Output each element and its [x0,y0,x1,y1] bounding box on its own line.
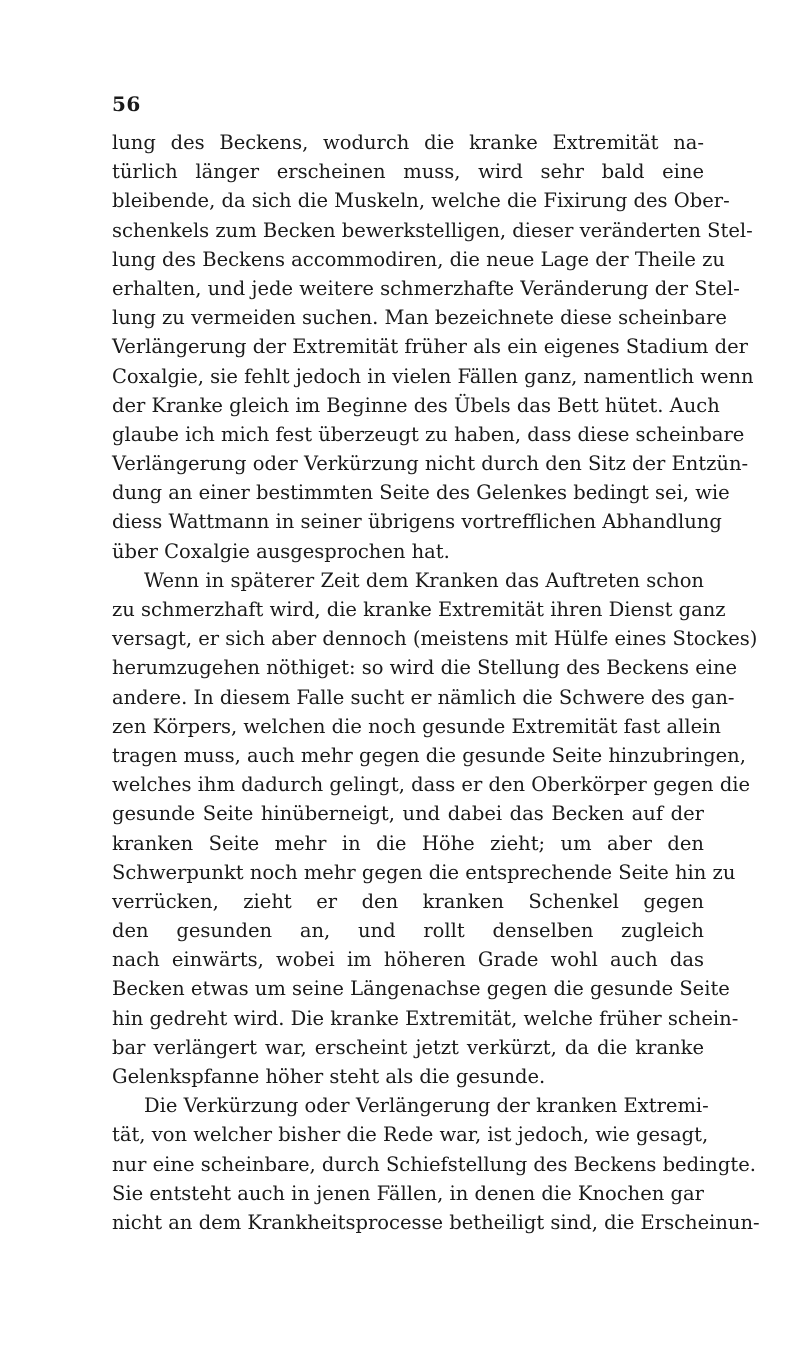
text-line: erhalten, und jede weitere schmerzhafte Veränderung der Stel- [112,276,740,300]
text-line: gesunde Seite hinüberneigt, und dabei das Becken auf der [112,802,704,826]
text-line: verrücken, zieht er den kranken Schenkel gegen [112,889,704,913]
text-line: lung des Beckens accommodiren, die neue Lage der Theile zu [112,247,725,271]
text-line: Coxalgie, sie fehlt jedoch in vielen Fällen ganz, namentlich wenn [112,364,754,388]
text-line: andere. In diesem Falle sucht er nämlich die Schwere des gan- [112,685,735,709]
text-line: diess Wattmann in seiner übrigens vortrefflichen Abhandlung [112,510,722,534]
text-line: Wenn in späterer Zeit dem Kranken das Auftreten schon [144,568,704,592]
text-line: kranken Seite mehr in die Höhe zieht; um aber den [112,831,704,855]
text-line: nur eine scheinbare, durch Schiefstellung des Beckens bedingte. [112,1152,756,1176]
text-line: Die Verkürzung oder Verlängerung der kranken Extremi- [144,1094,709,1118]
text-line: schenkels zum Becken bewerkstelligen, dieser veränderten Stel- [112,218,753,242]
text-line: der Kranke gleich im Beginne des Übels das Bett hütet. Auch [112,393,720,417]
text-line: bar verlängert war, erscheint jetzt verkürzt, da die kranke [112,1035,704,1059]
body-text [112,128,760,1237]
text-line: herumzugehen nöthiget: so wird die Stellung des Beckens eine [112,656,738,680]
text-line: hin gedreht wird. Die kranke Extremität, welche früher schein- [112,1006,739,1030]
text-line: lung des Beckens, wodurch die kranke Extremität na- [112,131,704,154]
text-line: zen Körpers, welchen die noch gesunde Extremität fast allein [112,714,721,738]
text-line: nach einwärts, wobei im höheren Grade wohl auch das [112,948,704,972]
text-line: lung zu vermeiden suchen. Man bezeichnete diese scheinbare [112,306,727,330]
text-line: dung an einer bestimmten Seite des Gelenkes bedingt sei, wie [112,481,730,505]
text-line: Schwerpunkt noch mehr gegen die entsprechende Seite hin zu [112,860,736,884]
text-line: nicht an dem Krankheitsprocesse betheiligt sind, die Erscheinun- [112,1210,760,1234]
text-line: welches ihm dadurch gelingt, dass er den Oberkörper gegen die [112,773,751,797]
text-line: zu schmerzhaft wird, die kranke Extremität ihren Dienst ganz [112,598,726,621]
text-line: Becken etwas um seine Längenachse gegen die gesunde Seite [112,977,730,1001]
text-line: den gesunden an, und rollt denselben zugleich [112,919,704,943]
page-number: 56 [112,92,141,116]
text-line: Gelenkspfanne höher steht als die gesunde. [112,1065,546,1088]
text-line: Verlängerung oder Verkürzung nicht durch den Sitz der Entzün- [112,452,749,476]
text-line: bleibende, da sich die Muskeln, welche die Fixirung des Ober- [112,189,730,213]
text-line: versagt, er sich aber dennoch (meistens mit Hülfe eines Stockes) [112,627,758,651]
text-line: glaube ich mich fest überzeugt zu haben, dass diese scheinbare [112,422,745,446]
text-line: Verlängerung der Extremität früher als ein eigenes Stadium der [112,335,748,359]
text-line: über Coxalgie ausgesprochen hat. [112,539,450,563]
text-line: tät, von welcher bisher die Rede war, ist jedoch, wie gesagt, [112,1123,709,1147]
text-line: tragen muss, auch mehr gegen die gesunde Seite hinzubringen, [112,743,746,767]
text-line: Sie entsteht auch in jenen Fällen, in denen die Knochen gar [112,1181,704,1205]
text-line: türlich länger erscheinen muss, wird sehr bald eine [112,160,704,184]
